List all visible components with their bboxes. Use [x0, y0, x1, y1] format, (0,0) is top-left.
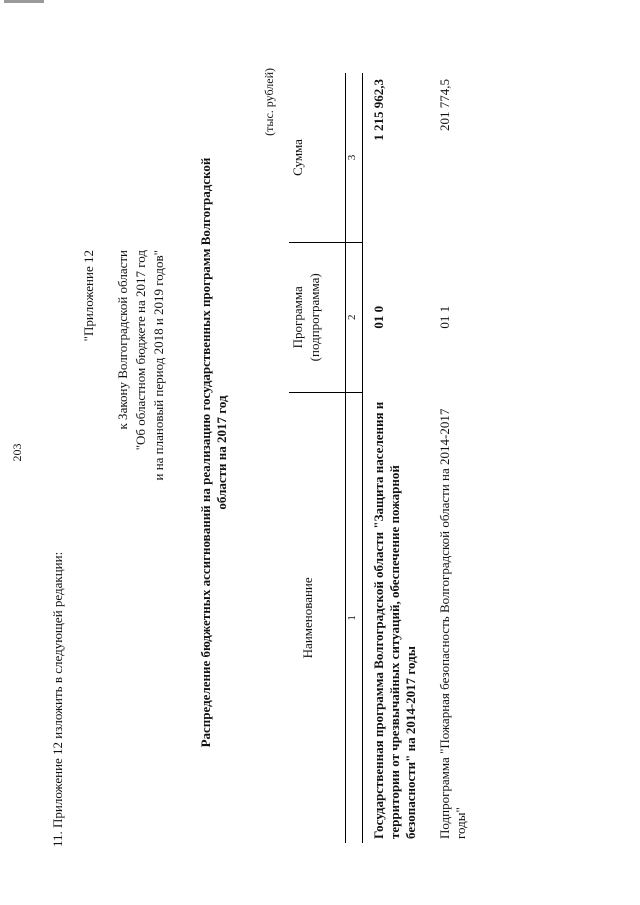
row-program-code: 01 0 — [371, 305, 386, 329]
row-name: Подпрограмма "Пожарная безопасность Волгоградской области на 2014-2017 годы" — [437, 408, 468, 839]
header-program — [289, 242, 346, 392]
row-sum: 201 774,5 — [437, 79, 452, 131]
header-name-label: Наименование — [300, 577, 315, 659]
column-number-row — [346, 73, 363, 843]
column-number-3: 3 — [346, 73, 363, 242]
header-name — [289, 392, 346, 843]
header-program-line-2: (подпрограмма) — [307, 273, 322, 362]
row-program-code: 01 1 — [437, 305, 452, 329]
page-number: 203 — [10, 443, 24, 462]
column-number-1: 1 — [346, 392, 363, 843]
appendix-line-1: "Приложение 12 — [81, 250, 96, 342]
table-row — [363, 73, 420, 843]
appendix-line-2: к Закону Волгоградской области — [115, 250, 130, 430]
intro-text: 11. Приложение 12 изложить в следующей редакции: — [50, 551, 65, 847]
document-title — [198, 0, 230, 905]
units-label: (тыс. рублей) — [262, 68, 276, 136]
column-number-2: 2 — [346, 242, 363, 392]
appendix-line-3: "Об областном бюджете на 2017 год — [133, 250, 148, 451]
row-name: Государственная программа Волгоградской области "Защита населения и территории от чрезвычайных ситуаций, обеспечение пожарной безопасности" на 2014-2017 годы — [371, 401, 418, 839]
header-sum-label: Сумма — [290, 139, 305, 176]
table-header-row — [289, 73, 346, 843]
header-sum — [289, 73, 346, 242]
table-row — [419, 73, 469, 843]
appendix-line-4: и на плановый период 2018 и 2019 годов" — [151, 250, 166, 481]
budget-table — [289, 73, 469, 843]
title-line-2: области на 2017 год — [214, 395, 229, 510]
row-sum: 1 215 962,3 — [371, 79, 386, 141]
appendix-reference — [80, 250, 168, 481]
header-program-line-1: Программа — [290, 286, 305, 349]
title-line-1: Распределение бюджетных ассигнований на реализацию государственных программ Волгоградской — [198, 157, 213, 748]
